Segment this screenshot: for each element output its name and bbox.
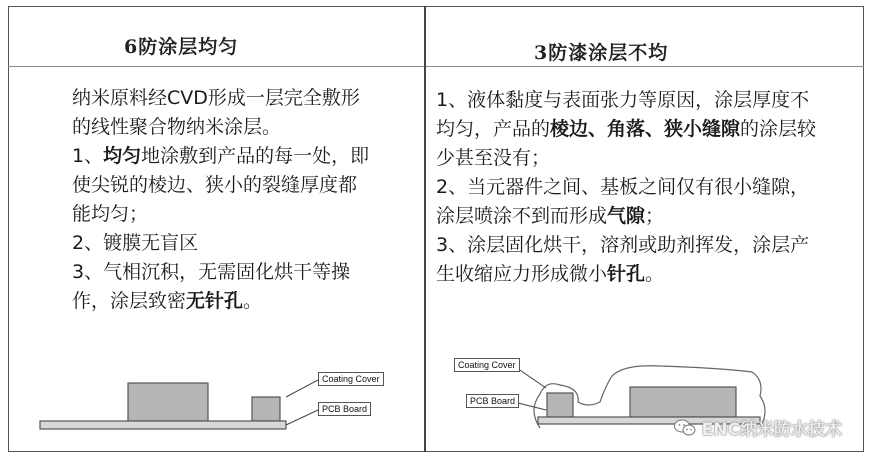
watermark: [674, 415, 842, 440]
right-item-1: 1、液体黏度与表面张力等原因，涂层厚度不均匀，产品的棱边、角落、狭小缝隙的涂层较少甚至没有；: [436, 89, 817, 169]
left-item-2: 2、镀膜无盲区: [72, 232, 199, 254]
wechat-icon: [674, 419, 696, 437]
right-coating-label: Coating Cover: [454, 358, 520, 372]
right-pcb-label: PCB Board: [466, 394, 519, 408]
left-item-1: 1、均匀地涂敷到产品的每一处，即使尖锐的棱边、狭小的裂缝厚度都能均匀；: [72, 145, 370, 225]
watermark-text: ENC纳米防水技术: [701, 420, 842, 440]
left-item-3: 3、气相沉积，无需固化烘干等操作，涂层致密无针孔。: [72, 261, 351, 312]
right-item-3: 3、涂层固化烘干，溶剂或助剂挥发，涂层产生收缩应力形成微小针孔。: [436, 234, 810, 285]
left-intro: 纳米原料经CVD形成一层完全敷形的线性聚合物纳米涂层。: [72, 87, 360, 138]
right-title: 3防漆涂层不均: [534, 42, 669, 64]
left-coating-label: Coating Cover: [318, 372, 384, 386]
left-pcb-label: PCB Board: [318, 402, 371, 416]
right-item-2: 2、当元器件之间、基板之间仅有很小缝隙，涂层喷涂不到而形成气隙；: [436, 176, 810, 227]
left-title: 6防涂层均匀: [124, 36, 239, 58]
